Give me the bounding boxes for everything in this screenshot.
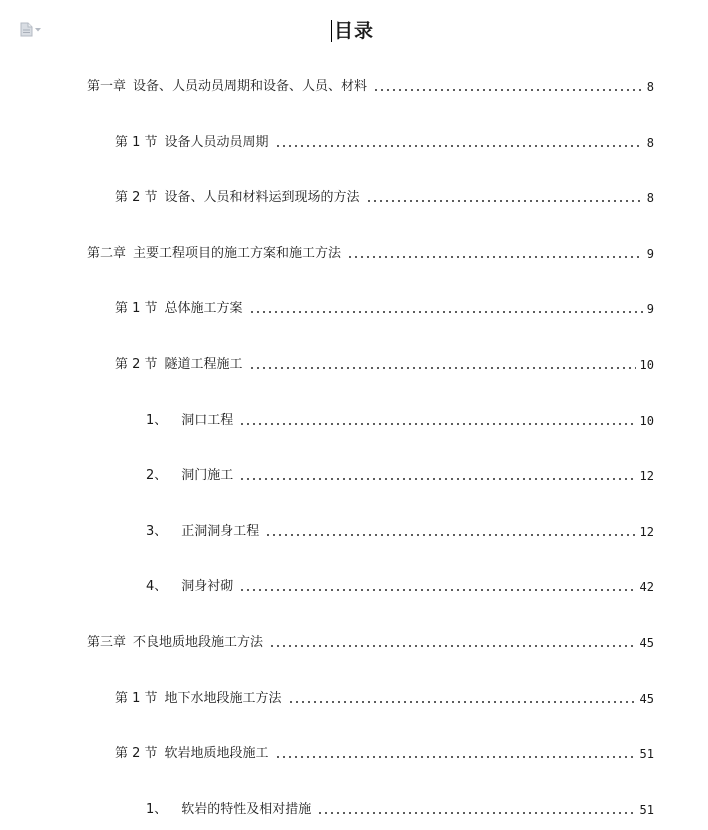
toc-entry[interactable] [146,577,654,597]
toc-dot-leader [239,589,635,591]
toc-dot-leader [347,256,643,258]
toc-entry-number: 第 2 节 [115,190,158,205]
toc-entry-title: 总体施工方案 [164,301,243,316]
toc-entry-page: 45 [639,636,654,650]
toc-entry-page: 12 [639,525,654,539]
toc-entry[interactable] [115,133,654,153]
toc-entry-title: 设备、人员和材料运到现场的方法 [164,190,360,205]
toc-entry-page: 42 [639,580,654,594]
toc-dot-leader [317,812,635,814]
toc-entry[interactable] [146,522,654,542]
page-title-text: 目录 [333,20,374,42]
toc-entry-title: 软岩的特性及相对措施 [181,802,312,817]
toc-dot-leader [373,89,643,91]
toc-dot-leader [275,756,636,758]
toc-dot-leader [239,423,635,425]
toc-entry[interactable] [115,355,654,375]
text-cursor [331,20,332,42]
toc-entry[interactable] [115,299,654,319]
toc-entry-title: 主要工程项目的施工方案和施工方法 [133,246,342,261]
toc-entry-page: 8 [646,80,654,94]
toc-entry[interactable] [115,188,654,208]
toc-entry-title: 洞口工程 [181,413,234,428]
toc-entry-number: 3、 [146,524,168,539]
toc-entry-page: 10 [639,414,654,428]
toc-entry[interactable] [146,800,654,820]
toc-entry-title: 洞身衬砌 [181,579,234,594]
toc-entry-page: 51 [639,747,654,761]
toc-entry-number: 第 1 节 [115,301,158,316]
page-title[interactable] [334,18,374,44]
toc-entry-title: 地下水地段施工方法 [164,691,282,706]
toc-entry-page: 10 [639,358,654,372]
toc-entry-page: 8 [646,191,654,205]
toc-entry-page: 9 [646,247,654,261]
toc-entry-page: 12 [639,469,654,483]
toc-entry[interactable] [115,689,654,709]
toc-entry-title: 洞门施工 [181,468,234,483]
toc-dot-leader [288,701,636,703]
toc-entry-number: 1、 [146,802,168,817]
toc-entry-number: 4、 [146,579,168,594]
toc-entry-number: 第 1 节 [115,135,158,150]
toc-entry-number: 第 2 节 [115,746,158,761]
toc-entry-number: 第 2 节 [115,357,158,372]
toc-dot-leader [275,145,643,147]
toc-entry-number: 2、 [146,468,168,483]
toc-entry-title: 正洞洞身工程 [181,524,260,539]
toc-entry[interactable] [87,244,654,264]
toc-dot-leader [265,534,635,536]
toc-entry[interactable] [146,411,654,431]
toc-dot-leader [366,200,643,202]
toc-entry-page: 45 [639,692,654,706]
toc-entry[interactable] [115,744,654,764]
toc-entry-number: 第一章 [87,79,127,94]
toc-entry-title: 不良地质地段施工方法 [133,635,264,650]
toc-dot-leader [269,645,636,647]
toc-entry-number: 1、 [146,413,168,428]
page-title-container [0,18,708,44]
toc-entry[interactable] [87,77,654,97]
toc-entry-title: 设备、人员动员周期和设备、人员、材料 [133,79,368,94]
toc-dot-leader [249,367,636,369]
toc-entry-number: 第 1 节 [115,691,158,706]
toc-entry-number: 第三章 [87,635,127,650]
toc-entry-title: 设备人员动员周期 [164,135,269,150]
toc-dot-leader [249,311,643,313]
toc-entry-page: 9 [646,302,654,316]
toc-entry-title: 软岩地质地段施工 [164,746,269,761]
toc-entry-title: 隧道工程施工 [164,357,243,372]
toc-entry-page: 51 [639,803,654,817]
toc-entry-number: 第二章 [87,246,127,261]
toc-entry[interactable] [146,466,654,486]
toc-dot-leader [239,478,635,480]
toc-entry-page: 8 [646,136,654,150]
toc-entry[interactable] [87,633,654,653]
